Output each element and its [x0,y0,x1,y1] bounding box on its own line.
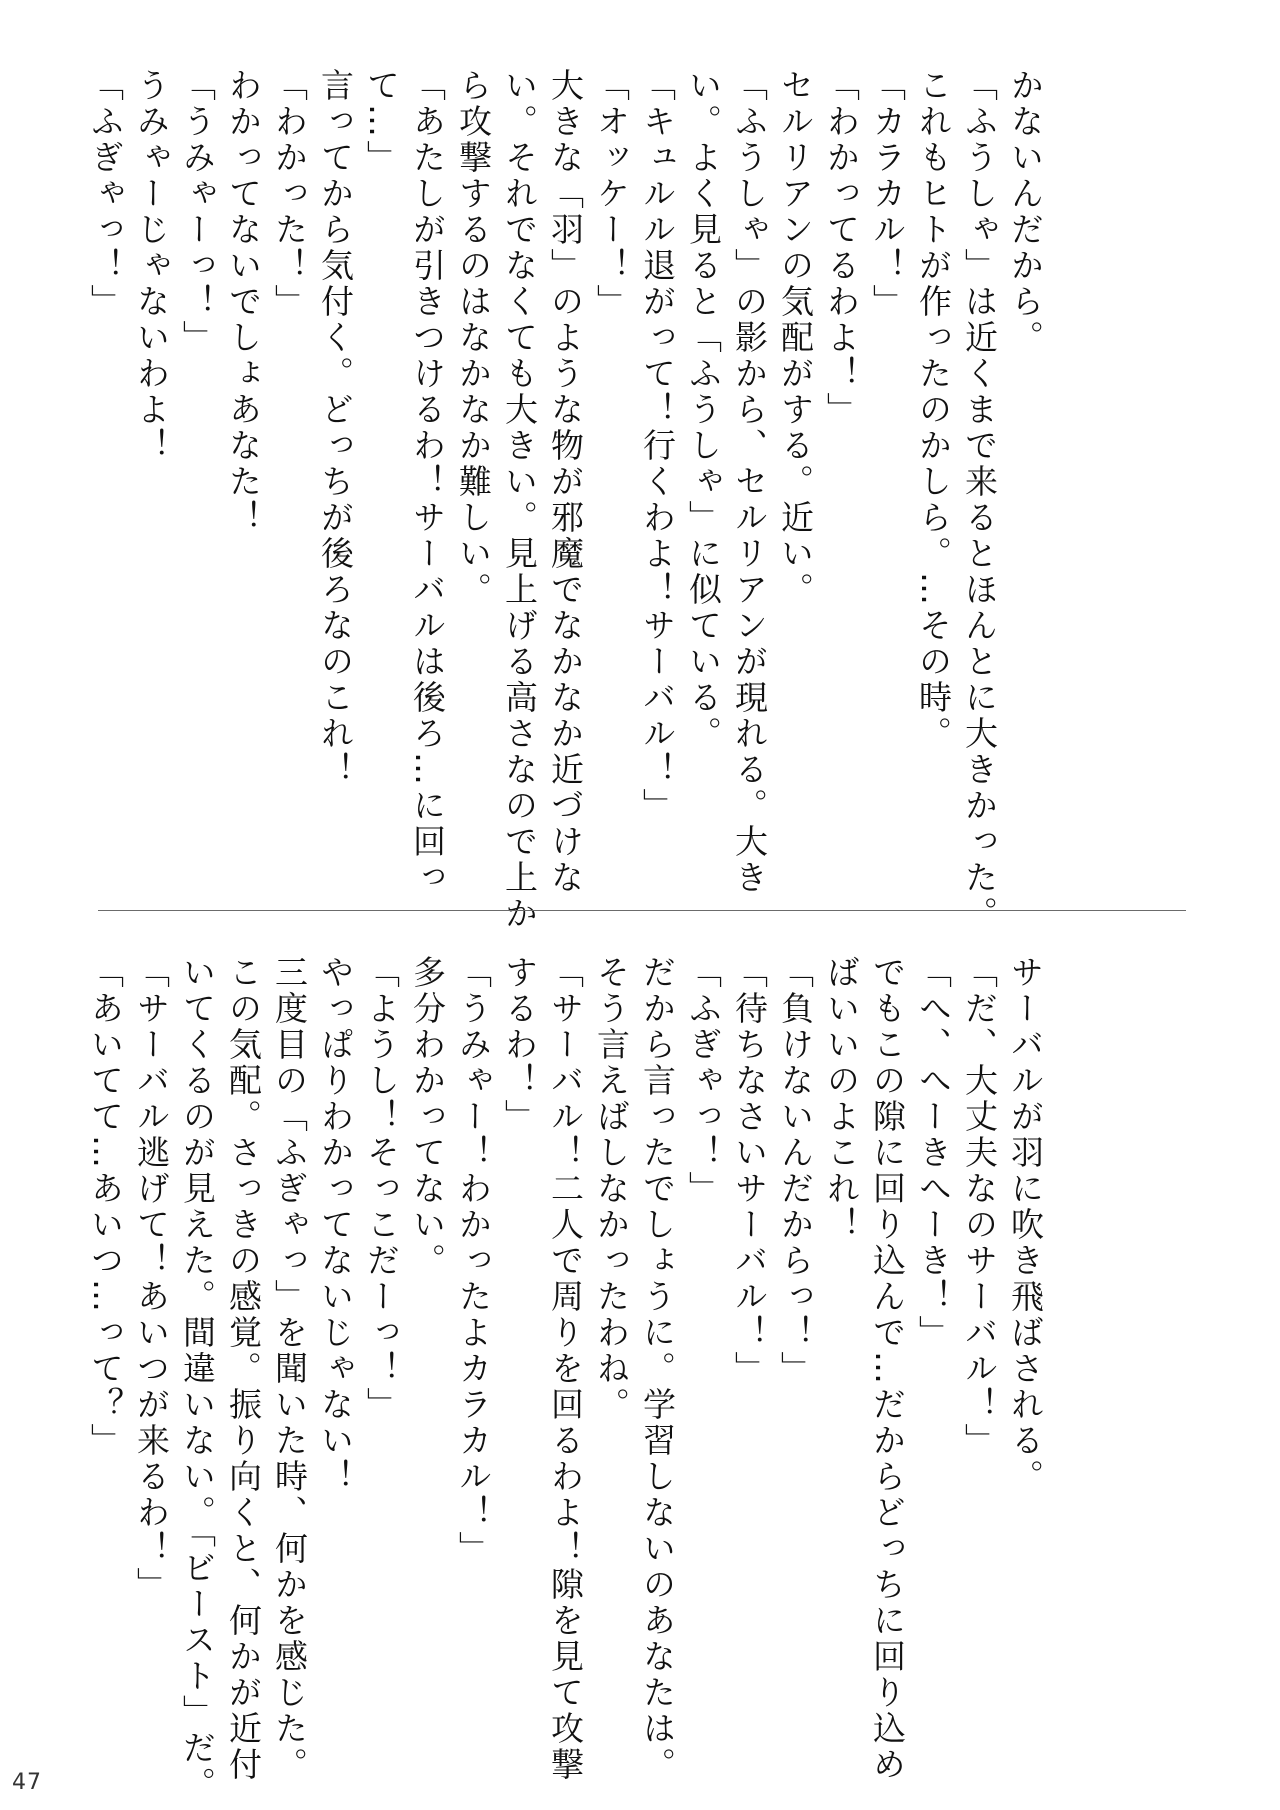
text-line: うみゃーじゃないわよ！ [132,68,171,464]
text-line: でもこの隙に回り込んで…だからどっちに回り込め [868,955,907,1783]
text-line: 「わかった！」 [270,68,309,320]
text-line: セルリアンの気配がする。近い。 [776,68,815,608]
text-line: 「うみゃー！わかったよカラカル！」 [454,955,493,1567]
text-line: 「ふうしゃ」は近くまで来るとほんとに大きかった。 [960,68,999,932]
text-line: かないんだから。 [1006,68,1045,356]
text-line: これもヒトが作ったのかしら。…その時。 [914,68,953,752]
text-line: 「サーバル逃げて！あいつが来るわ！」 [132,955,171,1603]
text-line: い。よく見ると「ふうしゃ」に似ている。 [684,68,723,752]
text-line: 「あたしが引きつけるわ！サーバルは後ろ…に回っ [408,68,447,896]
text-line: ら攻撃するのはなかなか難しい。 [454,68,493,608]
text-line: やっぱりわかってないじゃない！ [316,955,355,1495]
text-line: 三度目の「ふぎゃっ」を聞いた時、何かを感じた。 [270,955,309,1783]
text-line: 「キュルル退がって！行くわよ！サーバル！」 [638,68,677,824]
text-line: するわ！」 [500,955,539,1135]
text-line: 「ふうしゃ」の影から、セルリアンが現れる。大き [730,68,769,896]
page-number: 47 [12,1770,42,1795]
upper-text-column [82,68,1048,932]
text-line: 「ふぎゃっ！」 [86,68,125,320]
text-line: い。それでなくても大きい。見上げる高さなので上か [500,68,539,932]
text-line: 「へ、へーきへーき！」 [914,955,953,1351]
text-line: 「カラカル！」 [868,68,907,320]
text-line: わかってないでしょあなた！ [224,68,263,536]
text-line: そう言えばしなかったわね。 [592,955,631,1423]
text-line: 「うみゃーっ！」 [178,68,217,356]
text-line: 「あいてて…あいつ…って？」 [86,955,125,1459]
text-line: 「だ、大丈夫なのサーバル！」 [960,955,999,1459]
text-line: いてくるのが見えた。間違いない。「ビースト」だ。 [178,955,217,1803]
section-divider [98,910,1186,911]
text-line: 「負けないんだからっ！」 [776,955,815,1387]
text-line: 言ってから気付く。どっちが後ろなのこれ！ [316,68,355,788]
text-line: 「待ちなさいサーバル！」 [730,955,769,1387]
lower-text-column [82,955,1048,1803]
text-line: 「わかってるわよ！」 [822,68,861,428]
text-line: この気配。さっきの感覚。振り向くと、何かが近付 [224,955,263,1783]
text-line: 「ふぎゃっ！」 [684,955,723,1207]
text-line: 多分わかってない。 [408,955,447,1279]
text-line: 大きな「羽」のような物が邪魔でなかなか近づけな [546,68,585,896]
text-line: だから言ったでしょうに。学習しないのあなたは。 [638,955,677,1783]
text-line: て…」 [362,68,401,176]
text-line: ばいいのよこれ！ [822,955,861,1243]
text-line: 「オッケー！」 [592,68,631,320]
text-line: 「ようし！そっこだーっ！」 [362,955,401,1423]
text-line: 「サーバル！二人で周りを回るわよ！隙を見て攻撃 [546,955,585,1783]
text-line: サーバルが羽に吹き飛ばされる。 [1006,955,1045,1495]
